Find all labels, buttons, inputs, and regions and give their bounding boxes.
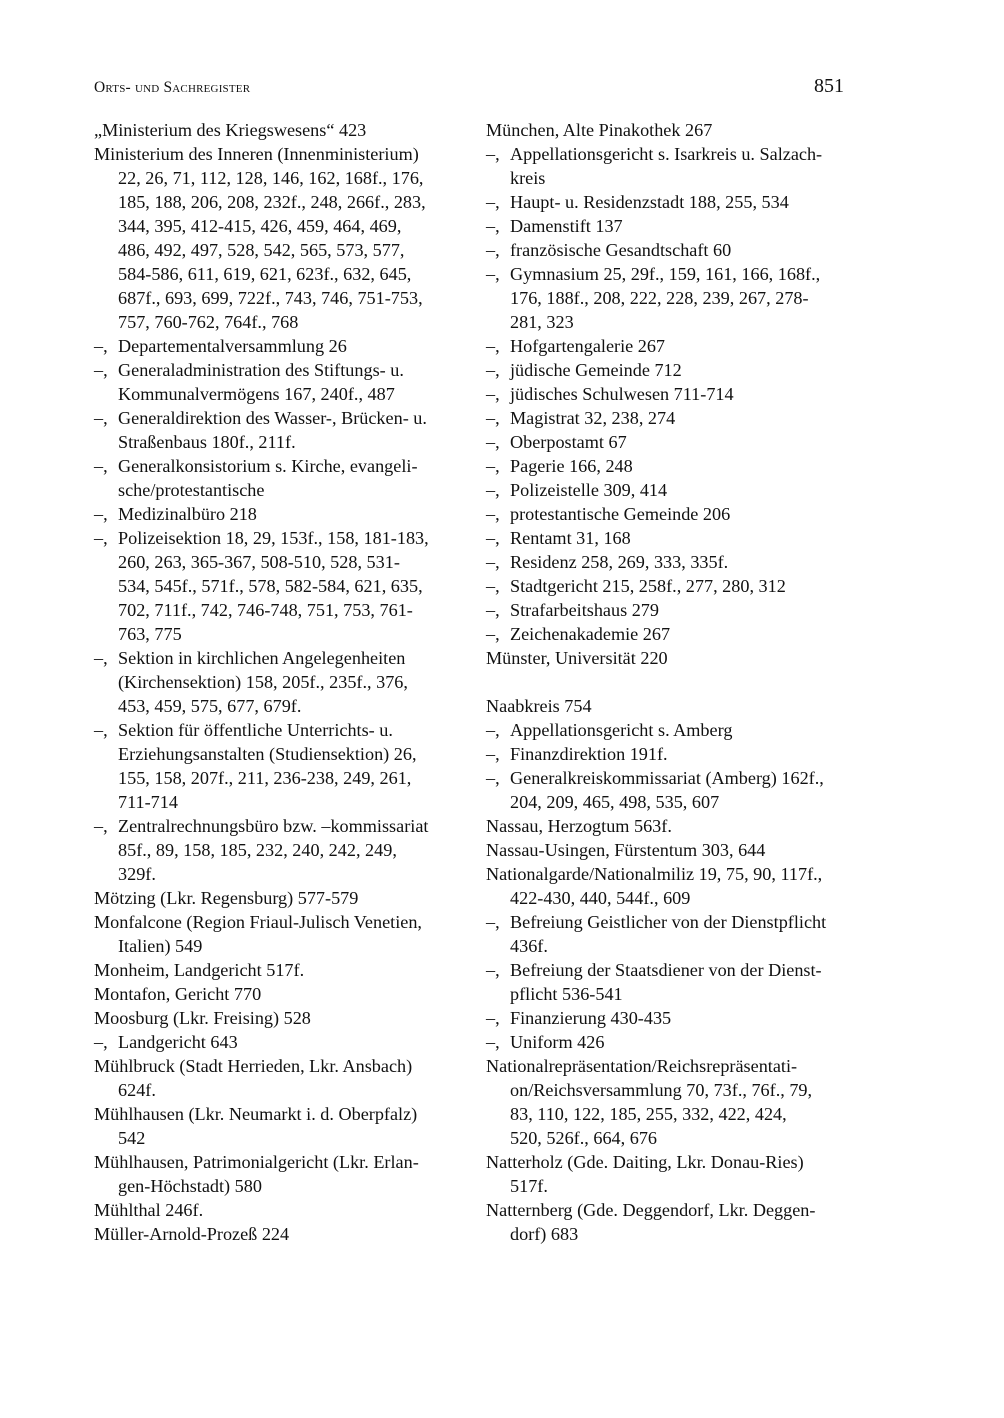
entry-line: Departementalversammlung 26 bbox=[118, 336, 347, 356]
entry-line: 763, 775 bbox=[118, 624, 182, 644]
subentry-dash: –, bbox=[486, 240, 500, 260]
entry-line: „Ministerium des Kriegswesens“ 423 bbox=[94, 120, 367, 140]
entry-line: 344, 395, 412-415, 426, 459, 464, 469, bbox=[118, 216, 402, 236]
entry-line: Mühlhausen, Patrimonialgericht (Lkr. Erlan- bbox=[94, 1152, 419, 1172]
index-entry bbox=[94, 982, 462, 1006]
entry-line: Befreiung Geistlicher von der Dienstpflicht bbox=[510, 912, 827, 932]
index-entry bbox=[94, 142, 462, 334]
entry-line: 176, 188f., 208, 222, 228, 239, 267, 278- bbox=[510, 288, 809, 308]
index-entry bbox=[486, 118, 854, 142]
subentry-dash: –, bbox=[486, 744, 500, 764]
entry-line: 486, 492, 497, 528, 542, 565, 573, 577, bbox=[118, 240, 405, 260]
index-subentry bbox=[94, 454, 462, 502]
entry-line: Stadtgericht 215, 258f., 277, 280, 312 bbox=[510, 576, 786, 596]
index-subentry bbox=[486, 142, 854, 190]
index-subentry bbox=[94, 406, 462, 454]
index-entry bbox=[486, 838, 854, 862]
subentry-dash: –, bbox=[94, 408, 108, 428]
entry-line: Landgericht 643 bbox=[118, 1032, 238, 1052]
entry-line: Zeichenakademie 267 bbox=[510, 624, 671, 644]
entry-line: Polizeisektion 18, 29, 153f., 158, 181-183, bbox=[118, 528, 429, 548]
index-entry bbox=[94, 1150, 462, 1198]
subentry-dash: –, bbox=[486, 360, 500, 380]
running-head bbox=[94, 75, 844, 101]
entry-line: Monheim, Landgericht 517f. bbox=[94, 960, 305, 980]
entry-line: Finanzierung 430-435 bbox=[510, 1008, 672, 1028]
index-subentry bbox=[94, 718, 462, 814]
subentry-dash: –, bbox=[486, 456, 500, 476]
entry-line: München, Alte Pinakothek 267 bbox=[486, 120, 713, 140]
index-subentry bbox=[486, 502, 854, 526]
entry-line: Straßenbaus 180f., 211f. bbox=[118, 432, 296, 452]
entry-line: gen-Höchstadt) 580 bbox=[118, 1176, 262, 1196]
entry-line: Mühlhausen (Lkr. Neumarkt i. d. Oberpfalz) bbox=[94, 1104, 418, 1124]
entry-line: Generalkreiskommissariat (Amberg) 162f., bbox=[510, 768, 824, 788]
subentry-dash: –, bbox=[486, 528, 500, 548]
subentry-dash: –, bbox=[486, 552, 500, 572]
index-subentry bbox=[486, 238, 854, 262]
page-number: 851 bbox=[814, 75, 844, 97]
entry-line: Zentralrechnungsbüro bzw. –kommissariat bbox=[118, 816, 429, 836]
index-subentry bbox=[486, 430, 854, 454]
index-subentry bbox=[486, 358, 854, 382]
index-entry bbox=[94, 1222, 462, 1246]
index-subentry bbox=[486, 766, 854, 814]
entry-line: Strafarbeitshaus 279 bbox=[510, 600, 659, 620]
subentry-dash: –, bbox=[94, 816, 108, 836]
entry-line: Residenz 258, 269, 333, 335f. bbox=[510, 552, 729, 572]
entry-line: Mötzing (Lkr. Regensburg) 577-579 bbox=[94, 888, 359, 908]
entry-line: 534, 545f., 571f., 578, 582-584, 621, 635, bbox=[118, 576, 423, 596]
entry-line: 624f. bbox=[118, 1080, 156, 1100]
entry-line: Müller-Arnold-Prozeß 224 bbox=[94, 1224, 290, 1244]
entry-line: 702, 711f., 742, 746-748, 751, 753, 761- bbox=[118, 600, 413, 620]
entry-line: Befreiung der Staatsdiener von der Dienst- bbox=[510, 960, 822, 980]
entry-line: Monfalcone (Region Friaul-Julisch Venetien, bbox=[94, 912, 422, 932]
subentry-dash: –, bbox=[94, 720, 108, 740]
entry-line: 711-714 bbox=[118, 792, 178, 812]
entry-line: 329f. bbox=[118, 864, 156, 884]
entry-line: Polizeistelle 309, 414 bbox=[510, 480, 668, 500]
entry-line: Magistrat 32, 238, 274 bbox=[510, 408, 676, 428]
index-entry bbox=[94, 118, 462, 142]
index-entry bbox=[94, 1054, 462, 1102]
entry-line: dorf) 683 bbox=[510, 1224, 579, 1244]
entry-line: Generaldirektion des Wasser-, Brücken- u. bbox=[118, 408, 427, 428]
entry-line: 85f., 89, 158, 185, 232, 240, 242, 249, bbox=[118, 840, 397, 860]
subentry-dash: –, bbox=[486, 264, 500, 284]
entry-line: 517f. bbox=[510, 1176, 548, 1196]
entry-line: Pagerie 166, 248 bbox=[510, 456, 633, 476]
index-entry bbox=[94, 1198, 462, 1222]
index-subentry bbox=[94, 358, 462, 406]
index-subentry bbox=[486, 910, 854, 958]
index-entry bbox=[486, 814, 854, 838]
entry-line: Rentamt 31, 168 bbox=[510, 528, 631, 548]
entry-line: Ministerium des Inneren (Innenministerium) bbox=[94, 144, 419, 164]
subentry-dash: –, bbox=[486, 504, 500, 524]
entry-line: Oberpostamt 67 bbox=[510, 432, 627, 452]
index-column-right bbox=[486, 118, 854, 1246]
index-subentry bbox=[486, 262, 854, 334]
entry-line: Moosburg (Lkr. Freising) 528 bbox=[94, 1008, 311, 1028]
entry-line: 453, 459, 575, 677, 679f. bbox=[118, 696, 302, 716]
index-subentry bbox=[486, 742, 854, 766]
index-subentry bbox=[486, 334, 854, 358]
index-column-left bbox=[94, 118, 462, 1246]
entry-line: kreis bbox=[510, 168, 546, 188]
entry-line: 281, 323 bbox=[510, 312, 574, 332]
index-entry bbox=[94, 910, 462, 958]
index-subentry bbox=[94, 334, 462, 358]
subentry-dash: –, bbox=[486, 384, 500, 404]
index-subentry bbox=[486, 1030, 854, 1054]
entry-line: Generalkonsistorium s. Kirche, evangeli- bbox=[118, 456, 418, 476]
subentry-dash: –, bbox=[486, 912, 500, 932]
entry-line: Generaladministration des Stiftungs- u. bbox=[118, 360, 404, 380]
entry-line: Münster, Universität 220 bbox=[486, 648, 668, 668]
entry-line: Gymnasium 25, 29f., 159, 161, 166, 168f., bbox=[510, 264, 821, 284]
entry-line: Natternberg (Gde. Deggendorf, Lkr. Deggen- bbox=[486, 1200, 816, 1220]
subentry-dash: –, bbox=[486, 576, 500, 596]
entry-line: Sektion für öffentliche Unterrichts- u. bbox=[118, 720, 393, 740]
index-entry bbox=[94, 886, 462, 910]
subentry-dash: –, bbox=[486, 624, 500, 644]
entry-line: 436f. bbox=[510, 936, 548, 956]
index-subentry bbox=[486, 406, 854, 430]
entry-line: Haupt- u. Residenzstadt 188, 255, 534 bbox=[510, 192, 789, 212]
entry-line: französische Gesandtschaft 60 bbox=[510, 240, 732, 260]
index-subentry bbox=[486, 718, 854, 742]
subentry-dash: –, bbox=[94, 456, 108, 476]
entry-line: 260, 263, 365-367, 508-510, 528, 531- bbox=[118, 552, 400, 572]
entry-line: jüdische Gemeinde 712 bbox=[510, 360, 682, 380]
entry-line: (Kirchensektion) 158, 205f., 235f., 376, bbox=[118, 672, 408, 692]
entry-line: Hofgartengalerie 267 bbox=[510, 336, 666, 356]
index-subentry bbox=[486, 382, 854, 406]
entry-line: Natterholz (Gde. Daiting, Lkr. Donau-Ries) bbox=[486, 1152, 804, 1172]
entry-line: 83, 110, 122, 185, 255, 332, 422, 424, bbox=[510, 1104, 787, 1124]
index-entry bbox=[94, 958, 462, 982]
subentry-dash: –, bbox=[486, 768, 500, 788]
index-entry bbox=[486, 646, 854, 670]
subentry-dash: –, bbox=[94, 528, 108, 548]
subentry-dash: –, bbox=[486, 432, 500, 452]
entry-line: Nationalrepräsentation/Reichsrepräsentati- bbox=[486, 1056, 798, 1076]
entry-line: Uniform 426 bbox=[510, 1032, 605, 1052]
entry-line: 687f., 693, 699, 722f., 743, 746, 751-753, bbox=[118, 288, 423, 308]
subentry-dash: –, bbox=[94, 360, 108, 380]
subentry-dash: –, bbox=[94, 648, 108, 668]
index-entry bbox=[486, 1150, 854, 1198]
subentry-dash: –, bbox=[486, 336, 500, 356]
index-subentry bbox=[94, 814, 462, 886]
entry-line: pflicht 536-541 bbox=[510, 984, 623, 1004]
entry-line: Erziehungsanstalten (Studiensektion) 26, bbox=[118, 744, 417, 764]
entry-line: 155, 158, 207f., 211, 236-238, 249, 261, bbox=[118, 768, 412, 788]
index-subentry bbox=[486, 214, 854, 238]
index-subentry bbox=[486, 958, 854, 1006]
index-subentry bbox=[94, 526, 462, 646]
subentry-dash: –, bbox=[486, 216, 500, 236]
subentry-dash: –, bbox=[486, 1008, 500, 1028]
entry-line: 542 bbox=[118, 1128, 146, 1148]
entry-line: 584-586, 611, 619, 621, 623f., 632, 645, bbox=[118, 264, 412, 284]
entry-line: 422-430, 440, 544f., 609 bbox=[510, 888, 691, 908]
index-subentry bbox=[94, 646, 462, 718]
subentry-dash: –, bbox=[486, 960, 500, 980]
index-subentry bbox=[486, 598, 854, 622]
entry-line: jüdisches Schulwesen 711-714 bbox=[510, 384, 734, 404]
entry-line: Appellationsgericht s. Isarkreis u. Salzach- bbox=[510, 144, 823, 164]
index-subentry bbox=[486, 574, 854, 598]
index-subentry bbox=[486, 1006, 854, 1030]
entry-line: 520, 526f., 664, 676 bbox=[510, 1128, 658, 1148]
subentry-dash: –, bbox=[486, 1032, 500, 1052]
entry-line: Sektion in kirchlichen Angelegenheiten bbox=[118, 648, 406, 668]
entry-line: Appellationsgericht s. Amberg bbox=[510, 720, 733, 740]
index-subentry bbox=[486, 190, 854, 214]
subentry-dash: –, bbox=[486, 480, 500, 500]
index-entry bbox=[94, 1006, 462, 1030]
subentry-dash: –, bbox=[486, 144, 500, 164]
subentry-dash: –, bbox=[94, 336, 108, 356]
entry-line: Medizinalbüro 218 bbox=[118, 504, 257, 524]
entry-line: sche/protestantische bbox=[118, 480, 265, 500]
index-entry bbox=[486, 1054, 854, 1150]
entry-line: Mühlbruck (Stadt Herrieden, Lkr. Ansbach) bbox=[94, 1056, 413, 1076]
subentry-dash: –, bbox=[94, 1032, 108, 1052]
entry-line: Montafon, Gericht 770 bbox=[94, 984, 262, 1004]
index-subentry bbox=[94, 502, 462, 526]
index-entry bbox=[486, 1198, 854, 1246]
index-subentry bbox=[94, 1030, 462, 1054]
entry-line: Kommunalvermögens 167, 240f., 487 bbox=[118, 384, 395, 404]
entry-line: Mühlthal 246f. bbox=[94, 1200, 204, 1220]
subentry-dash: –, bbox=[486, 408, 500, 428]
index-subentry bbox=[486, 550, 854, 574]
entry-line: 185, 188, 206, 208, 232f., 248, 266f., 283, bbox=[118, 192, 426, 212]
entry-line: on/Reichsversammlung 70, 73f., 76f., 79, bbox=[510, 1080, 813, 1100]
entry-line: protestantische Gemeinde 206 bbox=[510, 504, 731, 524]
entry-line: Finanzdirektion 191f. bbox=[510, 744, 668, 764]
index-entry bbox=[486, 694, 854, 718]
section-gap bbox=[486, 670, 854, 694]
index-subentry bbox=[486, 526, 854, 550]
index-entry bbox=[94, 1102, 462, 1150]
subentry-dash: –, bbox=[486, 600, 500, 620]
entry-line: Naabkreis 754 bbox=[486, 696, 592, 716]
entry-line: 757, 760-762, 764f., 768 bbox=[118, 312, 299, 332]
entry-line: Damenstift 137 bbox=[510, 216, 623, 236]
index-subentry bbox=[486, 454, 854, 478]
entry-line: Nassau, Herzogtum 563f. bbox=[486, 816, 672, 836]
index-entry bbox=[486, 862, 854, 910]
running-head-title: Orts- und Sachregister bbox=[94, 79, 251, 96]
subentry-dash: –, bbox=[486, 192, 500, 212]
entry-line: Nationalgarde/Nationalmiliz 19, 75, 90, 117f., bbox=[486, 864, 823, 884]
entry-line: 204, 209, 465, 498, 535, 607 bbox=[510, 792, 720, 812]
subentry-dash: –, bbox=[486, 720, 500, 740]
entry-line: Italien) 549 bbox=[118, 936, 203, 956]
subentry-dash: –, bbox=[94, 504, 108, 524]
entry-line: 22, 26, 71, 112, 128, 146, 162, 168f., 176, bbox=[118, 168, 424, 188]
entry-line: Nassau-Usingen, Fürstentum 303, 644 bbox=[486, 840, 766, 860]
index-subentry bbox=[486, 478, 854, 502]
index-subentry bbox=[486, 622, 854, 646]
